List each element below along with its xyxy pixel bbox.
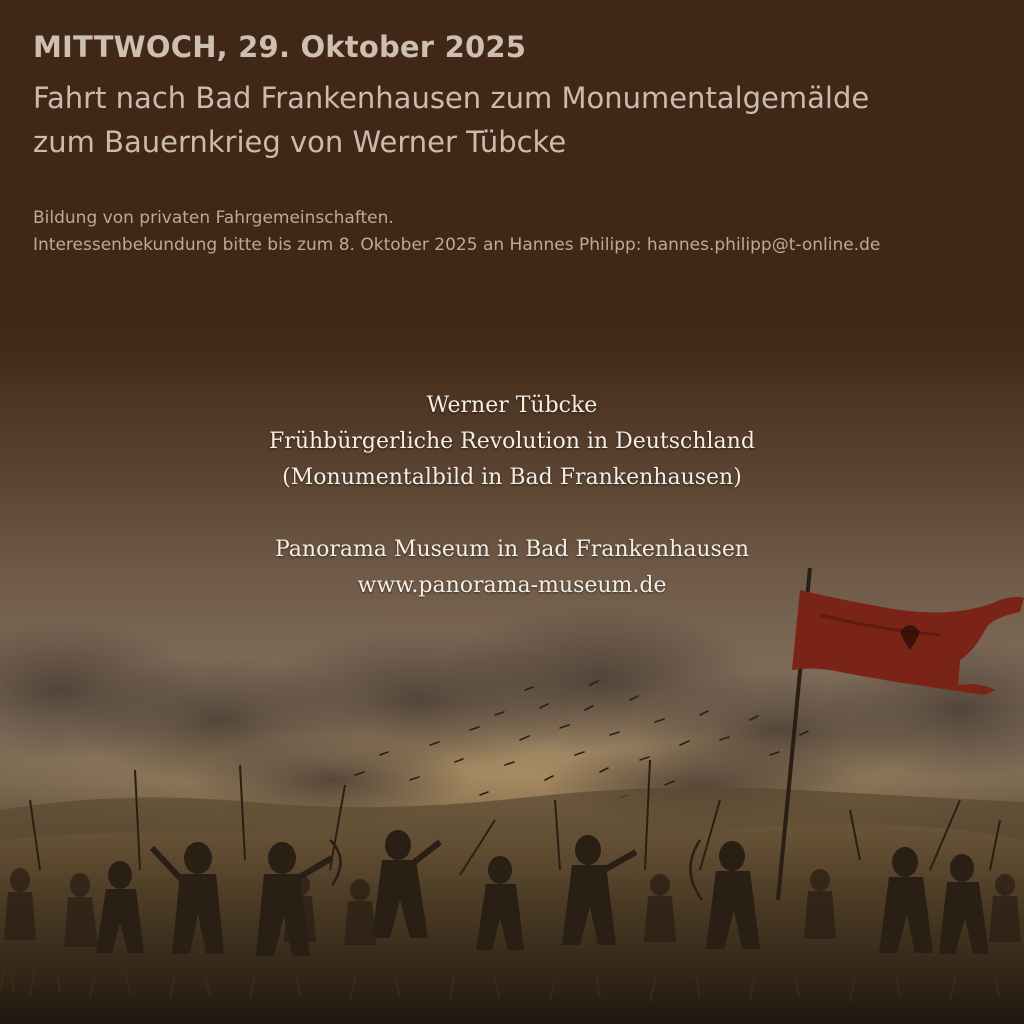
header-fade <box>0 300 1024 380</box>
event-title-line-1: Fahrt nach Bad Frankenhausen zum Monumentalgemälde <box>33 81 870 115</box>
battle-scene-illustration <box>0 540 1024 1024</box>
museum-website: www.panorama-museum.de <box>357 573 667 598</box>
event-date: MITTWOCH, 29. Oktober 2025 <box>33 30 527 64</box>
event-note-line-2: Interessenbekundung bitte bis zum 8. Oktober 2025 an Hannes Philipp: hannes.philipp@t-online.de <box>33 235 881 255</box>
event-title-line-2: zum Bauernkrieg von Werner Tübcke <box>33 125 567 159</box>
artwork-artist: Werner Tübcke <box>426 393 598 418</box>
event-title <box>33 76 993 164</box>
museum-name: Panorama Museum in Bad Frankenhausen <box>274 537 750 562</box>
caption-spacer <box>0 496 1024 532</box>
event-note-line-1: Bildung von privaten Fahrgemeinschaften. <box>33 208 394 228</box>
event-note <box>33 205 1013 259</box>
artwork-title: Frühbürgerliche Revolution in Deutschland <box>269 429 755 454</box>
artwork-caption <box>0 388 1024 604</box>
artwork-subtitle: (Monumentalbild in Bad Frankenhausen) <box>282 465 742 490</box>
